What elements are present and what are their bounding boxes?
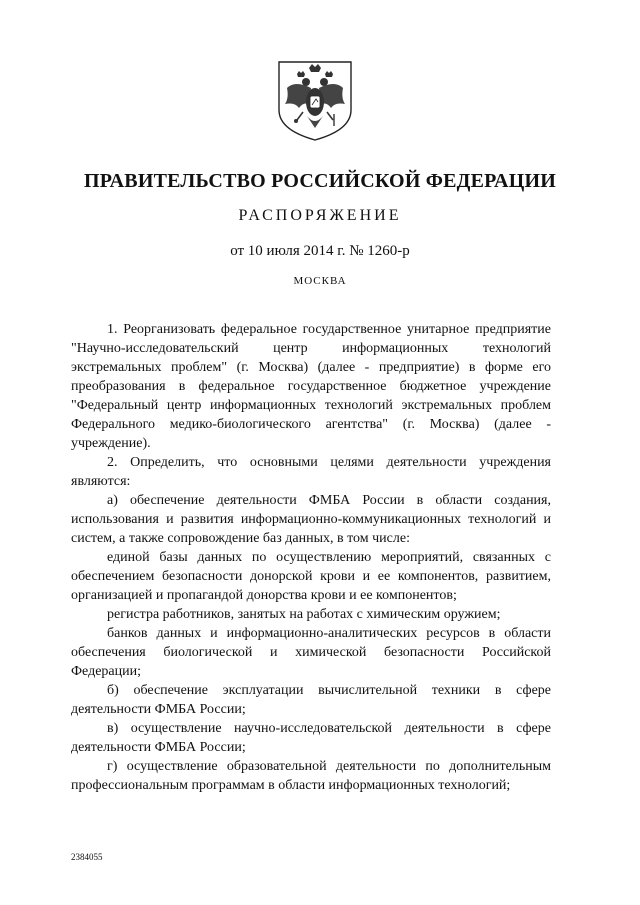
document-city: МОСКВА bbox=[293, 275, 347, 287]
paragraph-subitem-data-banks: банков данных и информационно-аналитических ресурсов в области обеспечения биологической и химической безопасности Российской Федерации; bbox=[71, 626, 551, 679]
document-type: РАСПОРЯЖЕНИЕ bbox=[238, 207, 402, 224]
document-date-number: от 10 июля 2014 г. № 1260-р bbox=[230, 243, 410, 259]
paragraph-item-g: г) осуществление образовательной деятельности по дополнительным профессиональным программам в области информационных технологий; bbox=[71, 759, 551, 793]
paragraph-2-goals: 2. Определить, что основными целями деятельности учреждения являются: bbox=[71, 455, 551, 489]
paragraph-item-a: а) обеспечение деятельности ФМБА России в области создания, использования и развития информационно-коммуникационных технологий и систем, а также сопровождение баз данных, в том числе: bbox=[71, 493, 551, 546]
coat-of-arms-icon bbox=[273, 58, 357, 142]
paragraph-1-reorganize: 1. Реорганизовать федеральное государственное унитарное предприятие "Научно-исследовательский центр информационных технологий экстремальных проблем" (г. Москва) (далее - предприятие) в форме его преобразования в федеральное государственное бюджетное учреждение "Федеральный центр информационных технологий экстремальных проблем Федерального медико-биологического агентства" (г. Москва) (далее - учреждение). bbox=[71, 322, 551, 451]
paragraph-item-b: б) обеспечение эксплуатации вычислительной техники в сфере деятельности ФМБА России; bbox=[71, 683, 551, 717]
paragraph-item-v: в) осуществление научно-исследовательской деятельности в сфере деятельности ФМБА России; bbox=[71, 721, 551, 755]
paragraph-subitem-donor-db: единой базы данных по осуществлению мероприятий, связанных с обеспечением безопасности донорской крови и ее компонентов, развитием, организацией и пропагандой донорства крови и ее компонентов; bbox=[71, 550, 551, 603]
footer-document-code: 2384055 bbox=[71, 852, 103, 862]
government-title: ПРАВИТЕЛЬСТВО РОССИЙСКОЙ ФЕДЕРАЦИИ bbox=[84, 170, 556, 192]
paragraph-subitem-registry: регистра работников, занятых на работах с химическим оружием; bbox=[107, 607, 501, 622]
document-body bbox=[71, 320, 551, 795]
